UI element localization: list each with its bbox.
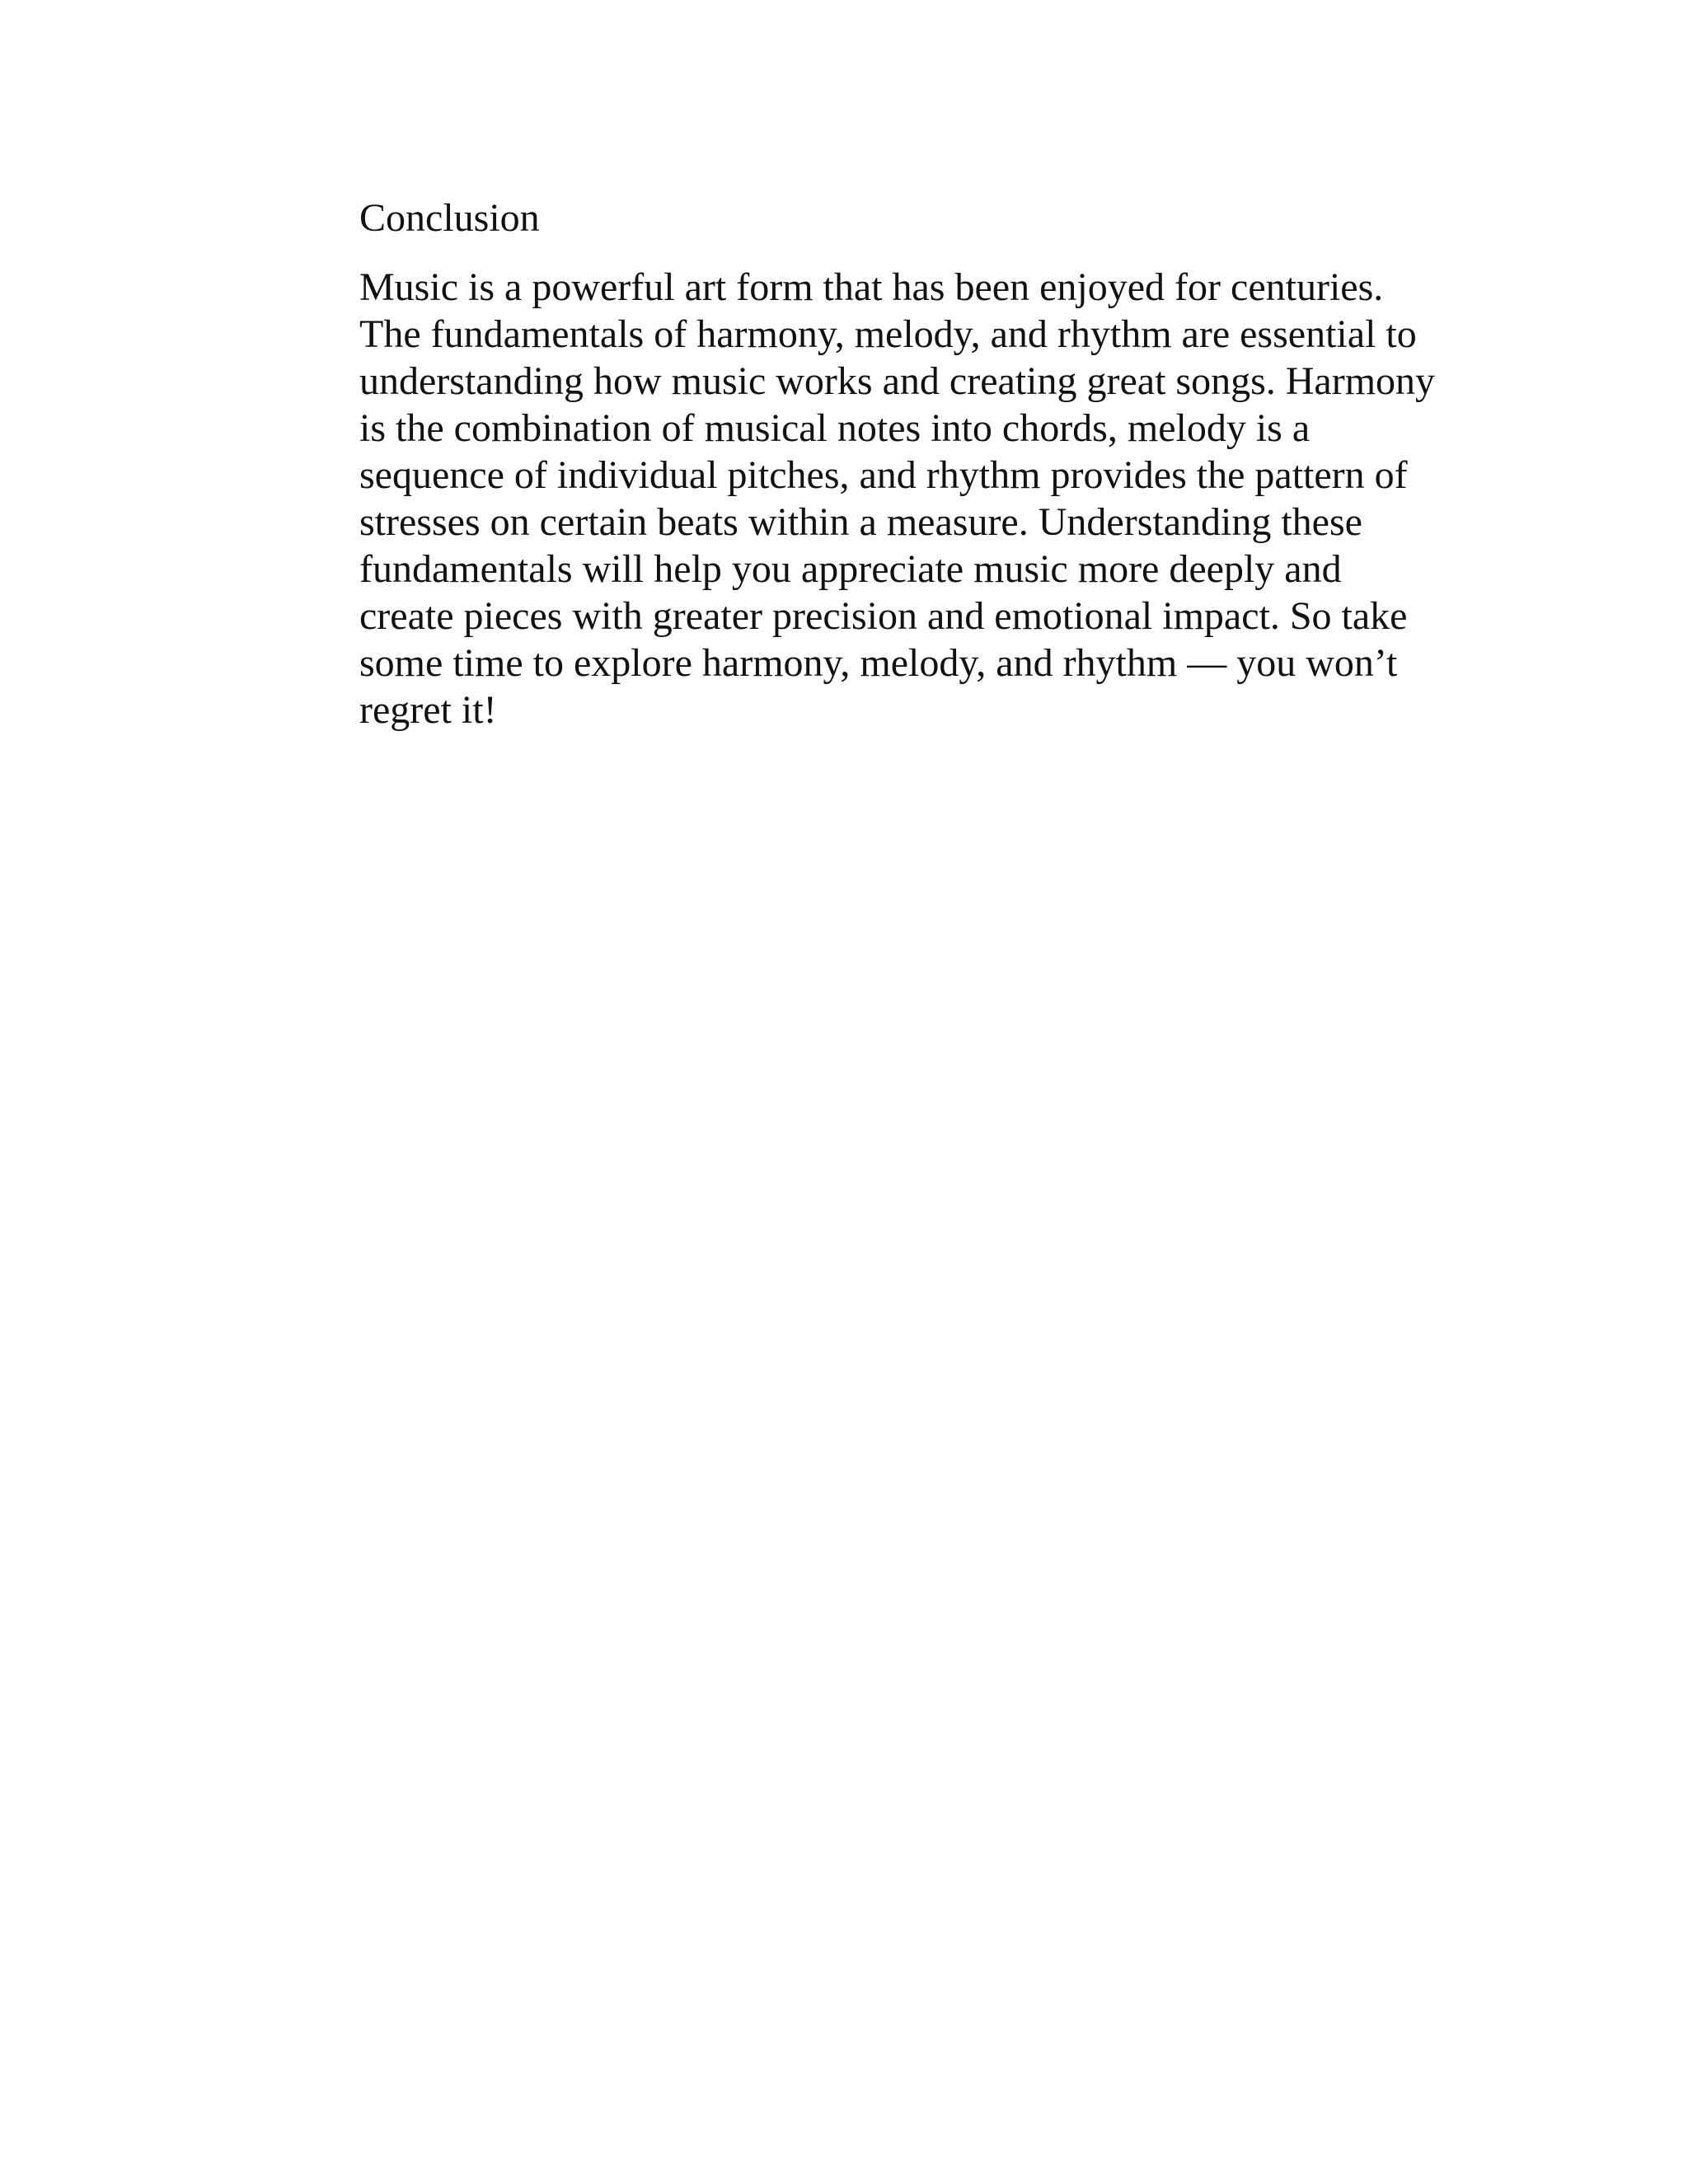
paragraph-line: The fundamentals of harmony, melody, and rhythm are essential to: [359, 312, 1417, 356]
paragraph-line: Music is a powerful art form that has been enjoyed for centuries.: [359, 265, 1384, 309]
body-paragraph: [359, 264, 1513, 733]
section-heading: Conclusion: [359, 196, 540, 240]
paragraph-line: regret it!: [359, 688, 497, 732]
document-content: [359, 193, 1513, 733]
paragraph-line: sequence of individual pitches, and rhythm provides the pattern of: [359, 453, 1408, 497]
paragraph-line: is the combination of musical notes into chords, melody is a: [359, 406, 1311, 450]
paragraph-line: some time to explore harmony, melody, and rhythm — you won’t: [359, 641, 1398, 685]
paragraph-line: fundamentals will help you appreciate music more deeply and: [359, 547, 1342, 591]
paragraph-line: create pieces with greater precision and emotional impact. So take: [359, 594, 1408, 638]
paragraph-line: stresses on certain beats within a measure. Understanding these: [359, 500, 1362, 544]
paragraph-line: understanding how music works and creating great songs. Harmony: [359, 359, 1436, 403]
